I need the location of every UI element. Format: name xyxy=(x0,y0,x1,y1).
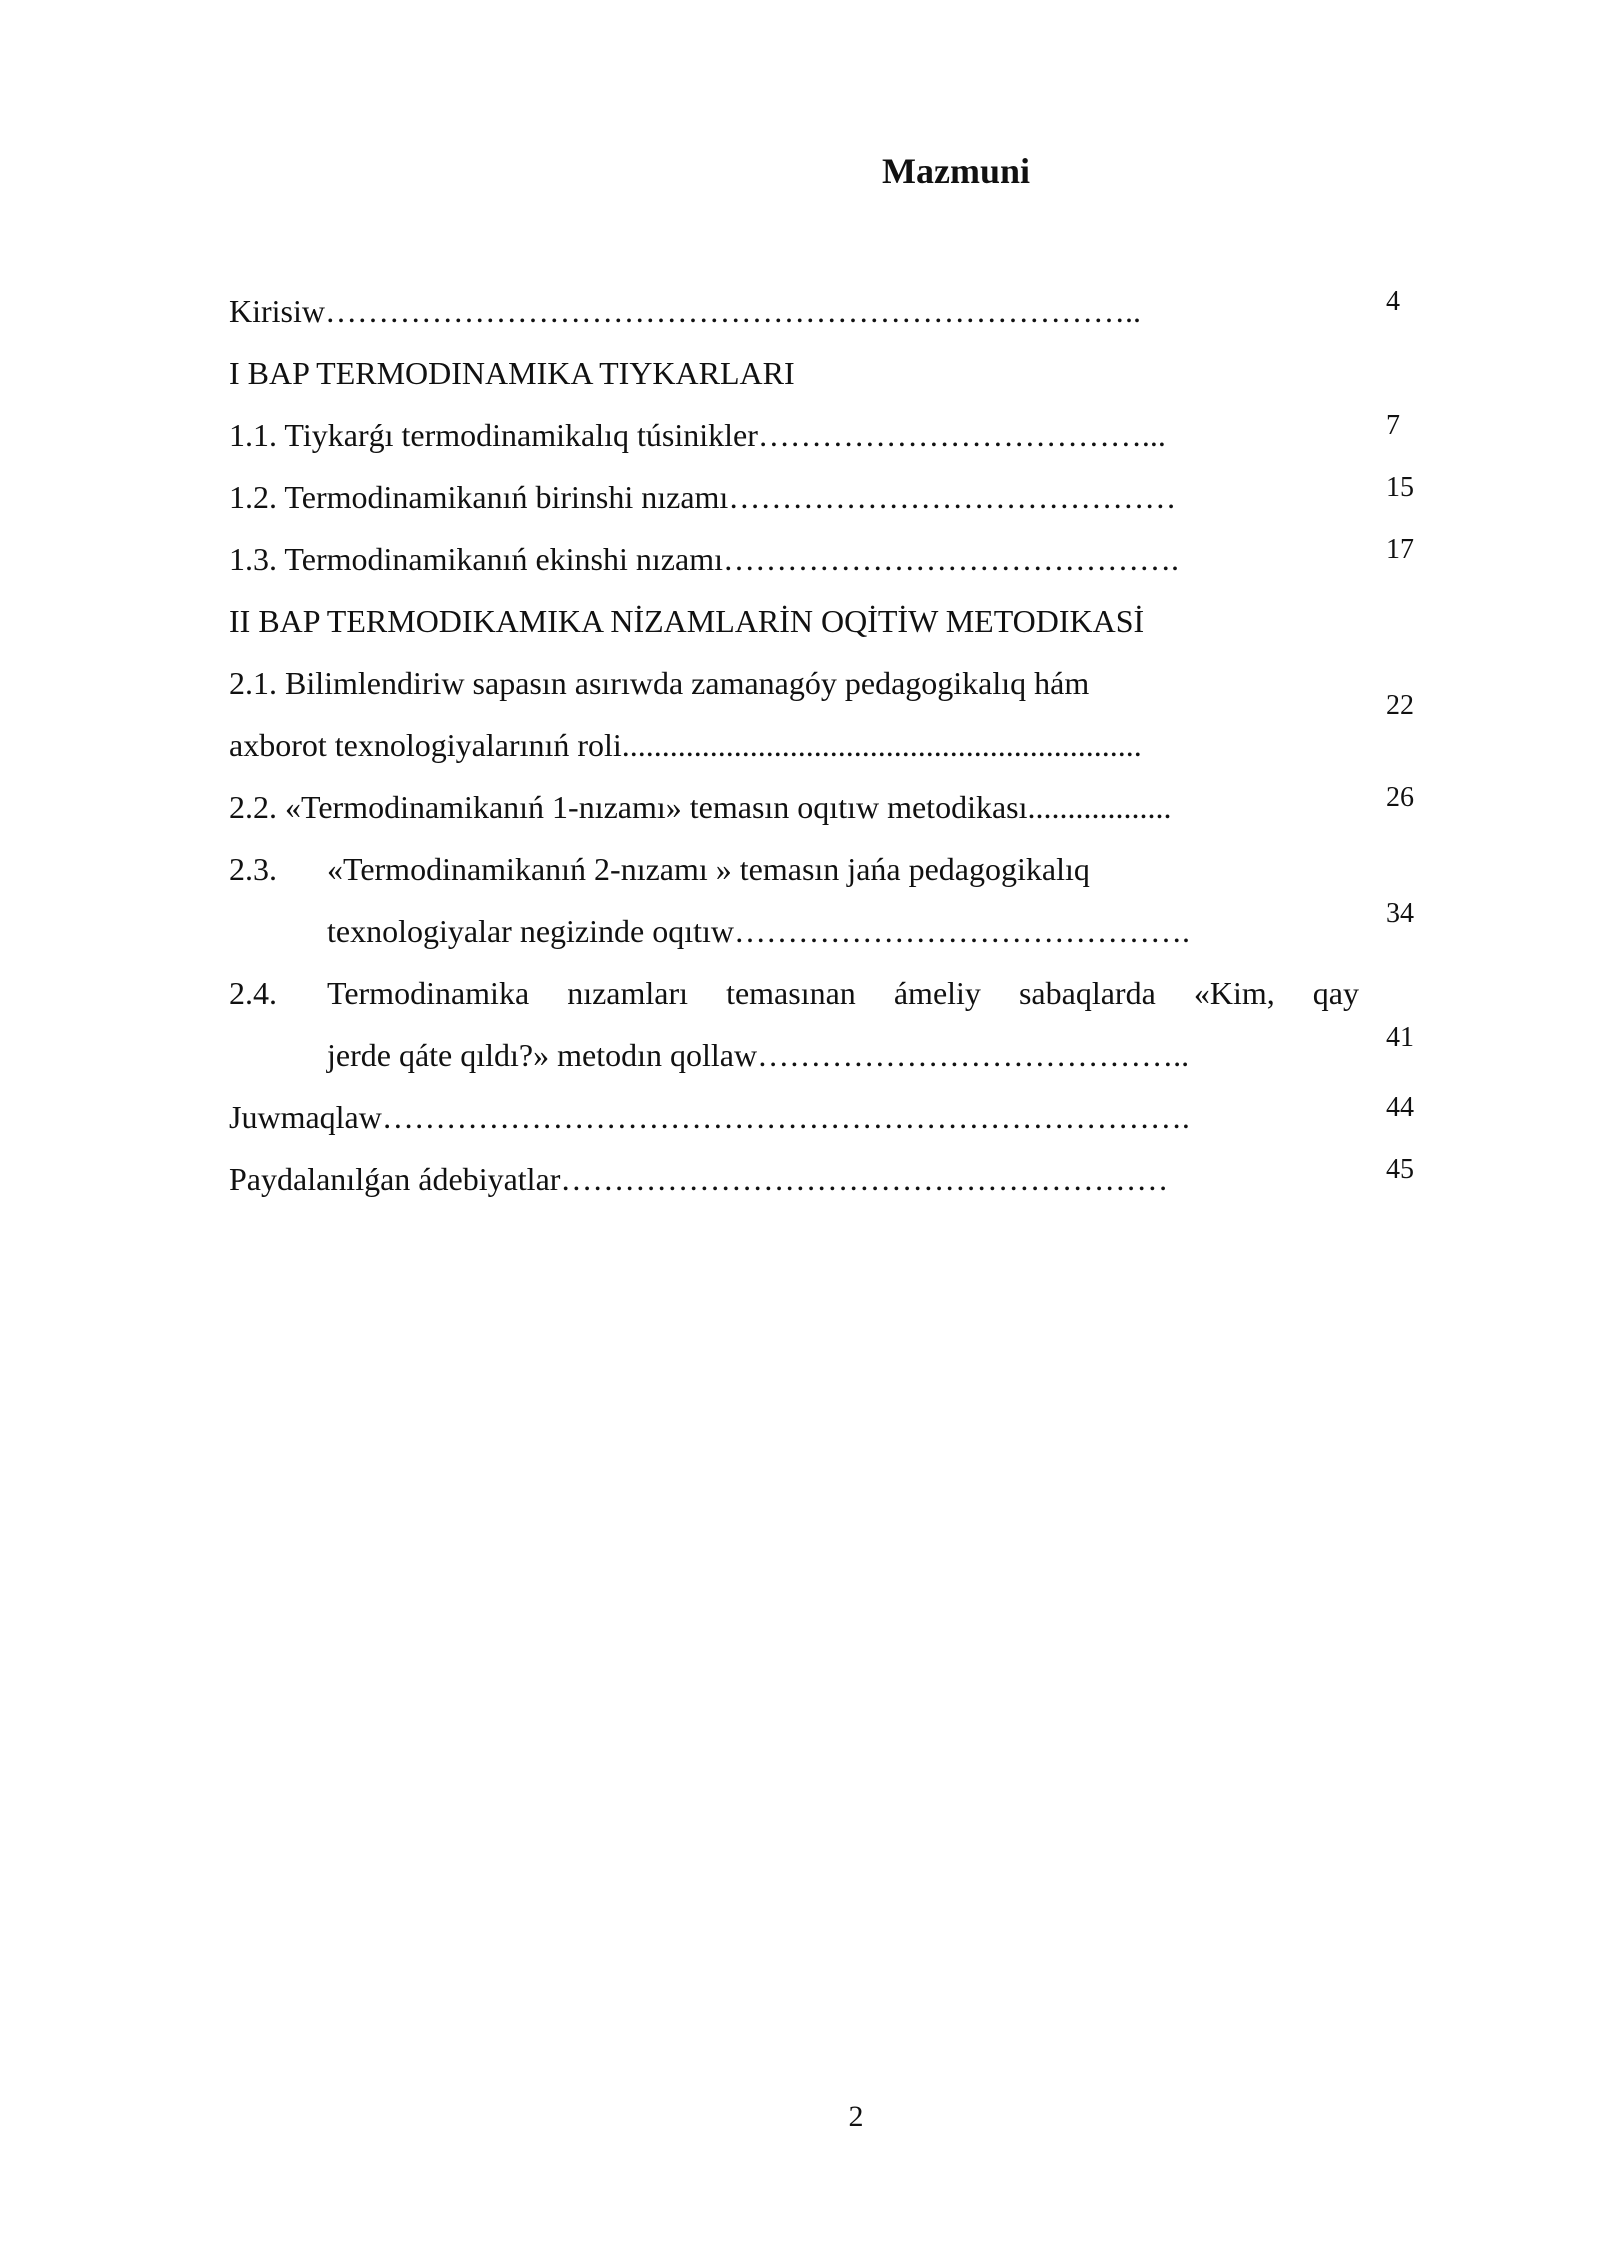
toc-entry-text-line1 xyxy=(327,962,1359,1024)
toc-word: sabaqlarda xyxy=(1018,975,1156,1011)
toc-entry-page: 44 xyxy=(1386,1092,1414,1123)
toc-entry-text-line1: «Termodinamikanıń 2-nızamı » temasın jańa pedagogikalıq xyxy=(327,851,1090,887)
toc-chapter-text: II BAP TERMODIKAMIKA NİZAMLARİN OQİTİW METODIKASİ xyxy=(229,603,1145,639)
page-number: 2 xyxy=(848,2100,864,2133)
toc-entry xyxy=(229,838,1429,962)
toc-chapter-heading xyxy=(229,590,1429,652)
toc-entry-text-line1: 2.1. Bilimlendiriw sapasın asırıwda zamanagóy pedagogikalıq hám xyxy=(229,665,1090,701)
toc-entry-text: Kirisiw………………………………………………………………….. xyxy=(229,293,1141,329)
toc-entry-text: Juwmaqlaw…………………………………………………………………. xyxy=(229,1099,1190,1135)
toc-entry xyxy=(229,466,1429,528)
toc-entry-page: 34 xyxy=(1386,898,1414,929)
toc-entry xyxy=(229,528,1429,590)
toc-entry-text-line2: texnologiyalar negizinde oqıtıw……………………………………. xyxy=(327,913,1190,949)
toc-entry-page: 22 xyxy=(1386,690,1414,721)
toc-word: Termodinamika xyxy=(327,975,530,1011)
page-title: Mazmuni xyxy=(882,151,1030,191)
toc-entry-text: 2.2. «Termodinamikanıń 1-nızamı» temasın oqıtıw metodikası.................. xyxy=(229,789,1172,825)
toc-entry-page: 26 xyxy=(1386,782,1414,813)
toc-entry-page: 41 xyxy=(1386,1022,1414,1053)
toc-entry-text: Paydalanılǵan ádebiyatlar………………………………………………… xyxy=(229,1161,1169,1197)
toc-entry-text: 1.3. Termodinamikanıń ekinshi nızamı……………………………………. xyxy=(229,541,1179,577)
toc-chapter-heading xyxy=(229,342,1429,404)
toc-entry-page: 7 xyxy=(1386,410,1400,441)
toc-entry-page: 17 xyxy=(1386,534,1414,565)
toc-word: temasınan xyxy=(726,975,856,1011)
toc-entry xyxy=(229,776,1429,838)
toc-entry-text-line2: jerde qáte qıldı?» metodın qollaw………………………………….. xyxy=(327,1037,1190,1073)
toc-entry-page: 15 xyxy=(1386,472,1414,503)
toc-entry xyxy=(229,1148,1429,1210)
toc-entry xyxy=(229,404,1429,466)
toc-entry xyxy=(229,1086,1429,1148)
toc-entry-number: 2.4. xyxy=(229,975,277,1011)
toc-entry-text: 1.2. Termodinamikanıń birinshi nızamı…………………………………… xyxy=(229,479,1177,515)
toc-entry-text: 1.1. Tiykarǵı termodinamikalıq túsinikler………………………………... xyxy=(229,417,1166,453)
toc-entry xyxy=(229,962,1429,1086)
toc-entry xyxy=(229,280,1429,342)
toc-entry xyxy=(229,652,1429,776)
toc-word: «Kim, xyxy=(1193,975,1275,1011)
toc-entry-number: 2.3. xyxy=(229,851,277,887)
toc-word: ámeliy xyxy=(893,975,981,1011)
toc-word: qay xyxy=(1312,975,1359,1011)
toc-entry-page: 4 xyxy=(1386,286,1400,317)
toc-entry-page: 45 xyxy=(1386,1154,1414,1185)
toc-word: nızamları xyxy=(567,975,689,1011)
table-of-contents xyxy=(229,280,1429,1210)
toc-chapter-text: I BAP TERMODINAMIKA TIYKARLARI xyxy=(229,355,795,391)
toc-entry-text-line2: axborot texnologiyalarınıń roli................................................................. xyxy=(229,727,1142,763)
